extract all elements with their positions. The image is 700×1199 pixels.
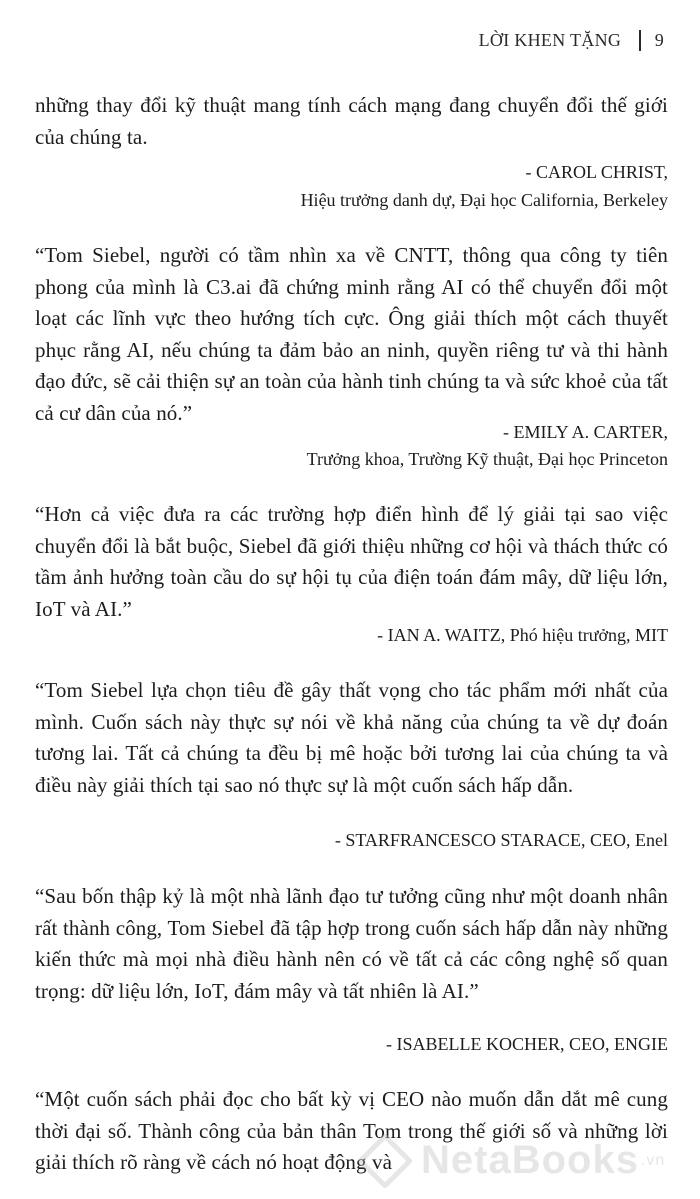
running-header	[479, 30, 664, 51]
testimonial-text: “Sau bốn thập kỷ là một nhà lãnh đạo tư tưởng cũng như một doanh nhân rất thành công, Tom Siebel đã tập hợp trong cuốn sách hấp dẫn này những kiến thức mà mọi nhà điều hành nên có về tất cả các công nghệ số quan trọng: dữ liệu lớn, IoT, đám mây và tất nhiên là AI.”	[35, 884, 668, 1003]
testimonial-text: những thay đổi kỹ thuật mang tính cách mạng đang chuyển đổi thế giới của chúng ta.	[35, 93, 668, 149]
testimonial-text: “Tom Siebel lựa chọn tiêu đề gây thất vọng cho tác phẩm mới nhất của mình. Cuốn sách này thực sự nói về khả năng của chúng ta về dự đoán tương lai. Tất cả chúng ta đều bị mê hoặc bởi tương lai của chúng ta và điều này giải thích tại sao nó thực sự là một cuốn sách hấp dẫn.	[35, 678, 668, 797]
testimonial-role: Trưởng khoa, Trường Kỹ thuật, Đại học Princeton	[306, 449, 668, 469]
watermark-logo-icon	[357, 1132, 414, 1189]
header-divider	[639, 30, 641, 51]
testimonial-author: - STARFRANCESCO STARACE, CEO, Enel	[334, 830, 668, 850]
testimonial-author: - ISABELLE KOCHER, CEO, ENGIE	[386, 1034, 668, 1054]
watermark	[365, 1138, 665, 1183]
section-title: LỜI KHEN TẶNG	[478, 30, 622, 50]
testimonial-author: - IAN A. WAITZ, Phó hiệu trưởng, MIT	[377, 625, 668, 645]
watermark-suffix: .vn	[640, 1151, 666, 1169]
page-number: 9	[654, 30, 664, 50]
testimonial-text: “Hơn cả việc đưa ra các trường hợp điển hình để lý giải tại sao việc chuyển đổi là bắt buộc, Siebel đã giới thiệu những cơ hội và thách thức có tầm ảnh hưởng toàn cầu do sự hội tụ của điện toán đám mây, dữ liệu lớn, IoT và AI.”	[35, 502, 668, 621]
watermark-brand: NetaBooks	[421, 1138, 639, 1182]
testimonial-author: - CAROL CHRIST,	[525, 162, 668, 182]
testimonial-role: Hiệu trưởng danh dự, Đại học California, Berkeley	[300, 190, 668, 210]
testimonial-text: “Tom Siebel, người có tầm nhìn xa về CNTT, thông qua công ty tiên phong của mình là C3.ai đã chứng minh rằng AI có thể chuyển đổi một loạt các lĩnh vực theo hướng tích cực. Ông giải thích một cách thuyết phục rằng AI, nếu chúng ta đảm bảo an ninh, quyền riêng tư và thi hành đạo đức, sẽ cải thiện sự an toàn của hành tinh chúng ta và sức khoẻ của tất cả cư dân của nó.”	[35, 243, 668, 425]
testimonial-author: - EMILY A. CARTER,	[503, 422, 668, 442]
testimonial-text: “Một cuốn sách phải đọc cho bất kỳ vị CEO nào muốn dẫn dắt mê cung thời đại số. Thành công của bản thân Tom trong thế giới số và những lời giải thích rõ ràng về cách nó hoạt động và	[35, 1087, 668, 1174]
